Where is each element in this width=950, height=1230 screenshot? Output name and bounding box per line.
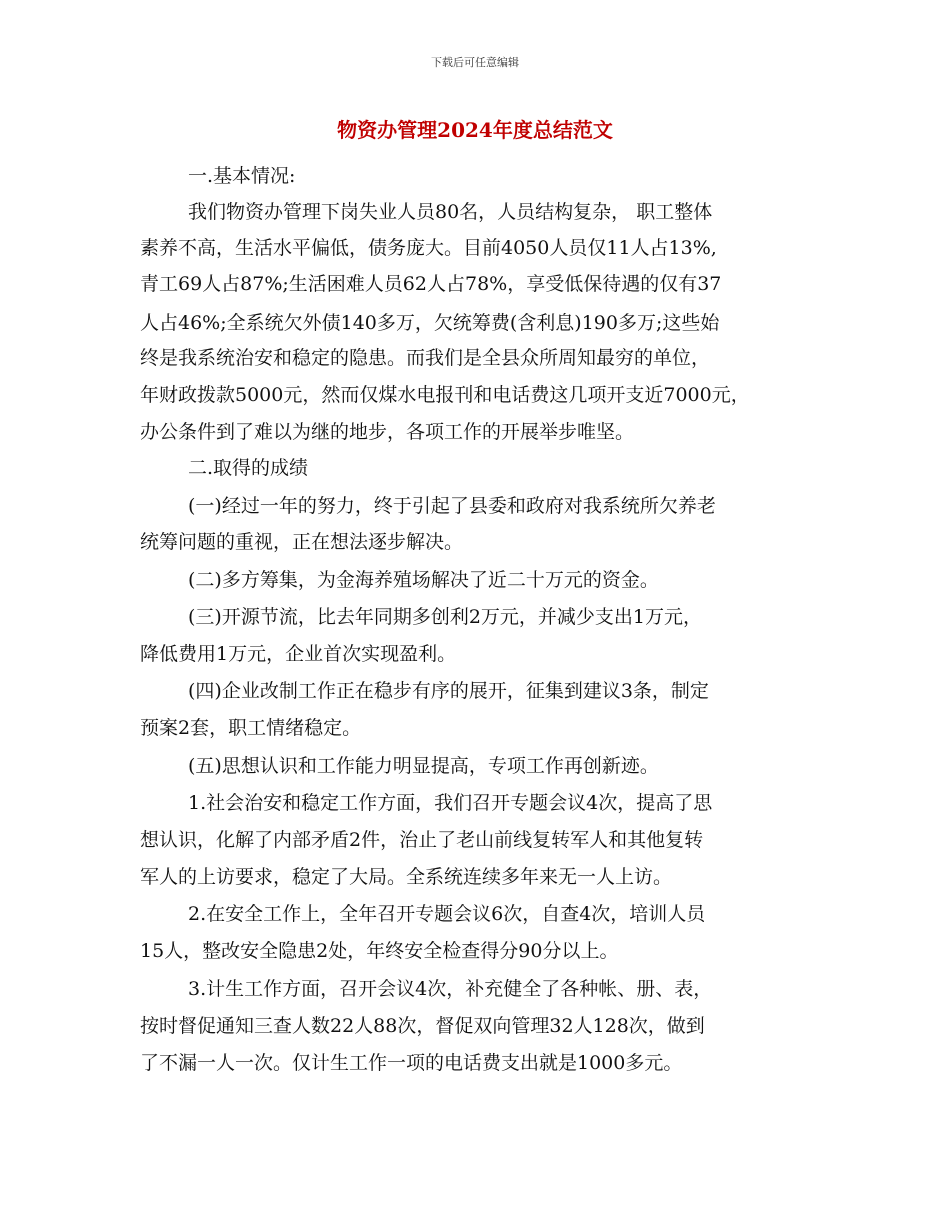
paragraph-line: 统筹问题的重视，正在想法逐步解决。	[140, 531, 464, 553]
paragraph-line: (三)开源节流，比去年同期多创利2万元，并减少支出1万元，	[188, 606, 703, 628]
paragraph-line: 降低费用1万元，企业首次实现盈利。	[140, 643, 457, 665]
section-heading-achievements: 二.取得的成绩	[188, 457, 309, 479]
paragraph-line: 人占46%;全系统欠外债140多万，欠统筹费(含利息)190多万;这些始	[140, 312, 720, 334]
paragraph-line: 了不漏一人一次。仅计生工作一项的电话费支出就是1000多元。	[140, 1052, 683, 1074]
paragraph-line: 办公条件到了难以为继的地步，各项工作的开展举步唯坚。	[140, 421, 635, 443]
paragraph-line: 预案2套，职工情绪稳定。	[140, 717, 362, 739]
paragraph-line: 军人的上访要求，稳定了大局。全系统连续多年来无一人上访。	[140, 866, 673, 888]
paragraph-line: 终是我系统治安和稳定的隐患。而我们是全县众所周知最穷的单位，	[140, 347, 711, 369]
paragraph-line: 青工69人占87%;生活困难人员62人占78%，享受低保待遇的仅有37	[140, 273, 722, 295]
paragraph-line: (二)多方筹集，为金海养殖场解决了近二十万元的资金。	[188, 569, 659, 591]
paragraph-line: 按时督促通知三查人数22人88次，督促双向管理32人128次，做到	[140, 1015, 705, 1037]
paragraph-line: (五)思想认识和工作能力明显提高，专项工作再创新迹。	[188, 755, 659, 777]
section-heading-basic: 一.基本情况:	[188, 165, 296, 187]
paragraph-line: 素养不高，生活水平偏低，债务庞大。目前4050人员仅11人占13%,	[140, 237, 717, 259]
paragraph-line: (四)企业改制工作正在稳步有序的展开，征集到建议3条，制定	[188, 680, 709, 702]
paragraph-line: 3.计生工作方面，召开会议4次，补充健全了各种帐、册、表，	[188, 978, 713, 1000]
paragraph-line: 1.社会治安和稳定工作方面，我们召开专题会议4次，提高了思	[188, 792, 713, 814]
paragraph-line: 我们物资办管理下岗失业人员80名，人员结构复杂， 职工整体	[188, 201, 713, 223]
paragraph-line: 15人，整改安全隐患2处，年终安全检查得分90分以上。	[140, 940, 619, 962]
paragraph-line: 想认识，化解了内部矛盾2件，治止了老山前线复转军人和其他复转	[140, 829, 704, 851]
paragraph-line: (一)经过一年的努力，终于引起了县委和政府对我系统所欠养老	[188, 495, 716, 517]
paragraph-line: 年财政拨款5000元，然而仅煤水电报刊和电话费这几项开支近7000元，	[140, 384, 750, 406]
paragraph-line: 2.在安全工作上，全年召开专题会议6次，自查4次，培训人员	[188, 903, 706, 925]
document-title: 物资办管理2024年度总结范文	[337, 118, 613, 142]
header-note: 下载后可任意编辑	[431, 56, 519, 69]
